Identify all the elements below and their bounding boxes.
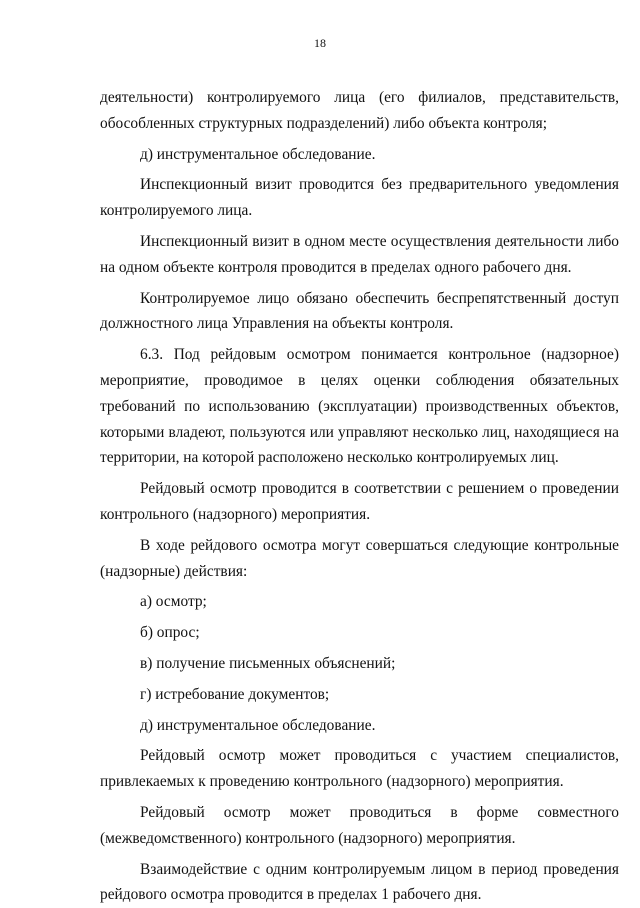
page-number: 18 [314, 36, 326, 50]
list-item: а) осмотр; [140, 593, 207, 611]
list-item: д) инструментальное обследование. [140, 716, 376, 734]
paragraph: Рейдовый осмотр проводится в соответствии с решением о проведении контрольного (надзорного) мероприятия. [100, 480, 619, 523]
paragraph: Контролируемое лицо обязано обеспечить беспрепятственный доступ должностного лица Управления на объекты контроля. [100, 289, 619, 333]
list-item: в) получение письменных объяснений; [140, 654, 396, 672]
document-body [100, 85, 619, 908]
list-item: г) истребование документов; [140, 685, 330, 703]
paragraph: Инспекционный визит проводится без предварительного уведомления контролируемого лица. [100, 176, 619, 220]
paragraph-continuation: деятельности) контролируемого лица (его филиалов, представительств, обособленных структурных подразделений) либо объекта контроля; [100, 89, 619, 132]
paragraph: Рейдовый осмотр может проводиться с участием специалистов, привлекаемых к проведению контрольного (надзорного) мероприятия. [100, 747, 619, 791]
list-item: б) опрос; [140, 624, 200, 642]
paragraph: Рейдовый осмотр может проводиться в форме совместного (межведомственного) контрольного (надзорного) мероприятия. [100, 803, 619, 847]
paragraph: В ходе рейдового осмотра могут совершаться следующие контрольные (надзорные) действия: [100, 536, 619, 580]
paragraph: Инспекционный визит в одном месте осуществления деятельности либо на одном объекте контроля проводится в пределах одного рабочего дня. [100, 232, 619, 276]
paragraph-list-item-d: д) инструментальное обследование. [140, 145, 376, 163]
paragraph-section-6-3: 6.3. Под рейдовым осмотром понимается контрольное (надзорное) мероприятие, проводимое в целях оценки соблюдения обязательных требований по использованию (эксплуатации) производственных объектов, которыми владеют, пользуются или управляют несколько лиц, находящиеся на территории, на которой расположено несколько контролируемых лиц. [100, 346, 619, 467]
paragraph: Взаимодействие с одним контролируемым лицом в период проведения рейдового осмотра проводится в пределах 1 рабочего дня. [100, 860, 619, 904]
